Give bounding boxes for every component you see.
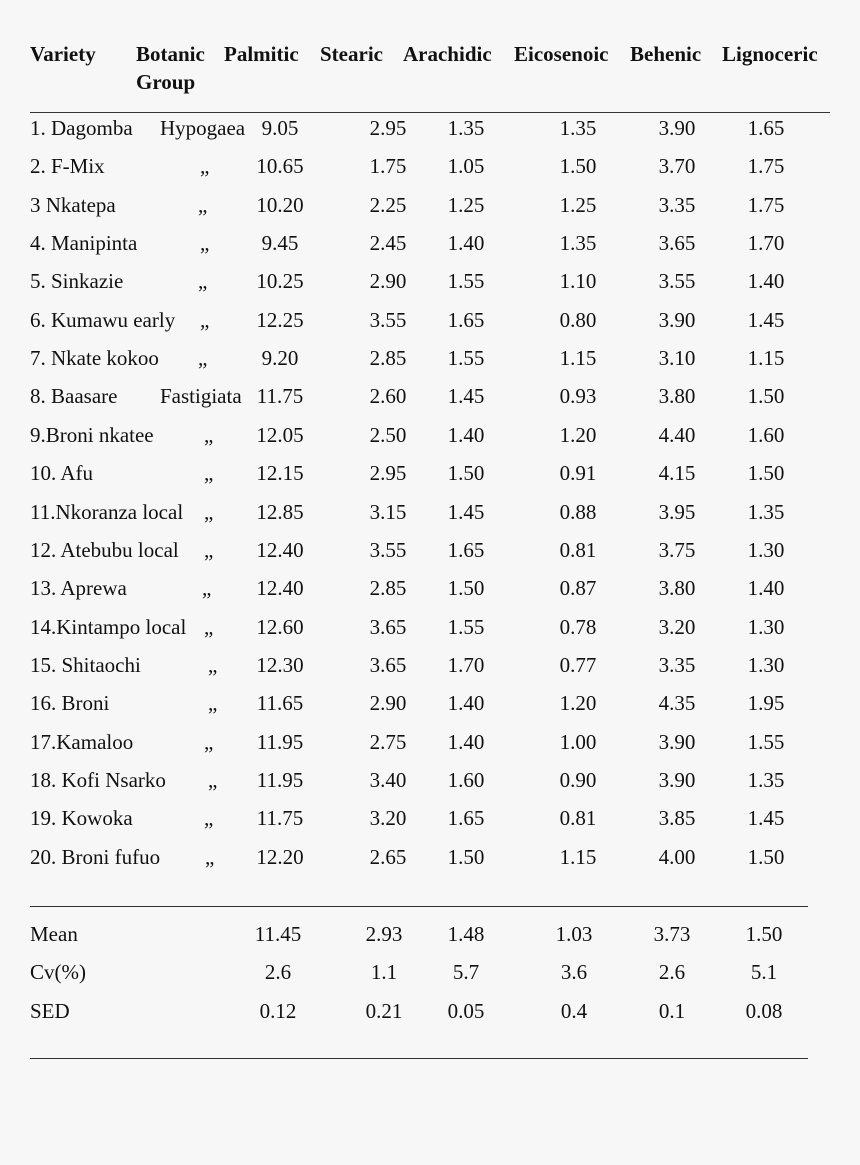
behenic-cell: 3.95 xyxy=(658,499,696,524)
eicosenoic-cell: 1.20 xyxy=(559,422,597,447)
arachidic-cell: 1.55 xyxy=(447,346,485,371)
stearic-cell: 2.85 xyxy=(369,576,407,601)
behenic-cell: 0.1 xyxy=(658,998,686,1023)
palmitic-cell: 2.6 xyxy=(264,960,292,985)
table-row xyxy=(0,458,860,488)
palmitic-cell: 11.45 xyxy=(254,922,302,946)
eicosenoic-cell: 0.81 xyxy=(559,537,597,562)
botanic-group-cell: „ xyxy=(204,806,214,831)
variety-cell: 17.Kamaloo xyxy=(30,729,134,754)
stearic-cell: 3.20 xyxy=(369,806,407,831)
arachidic-cell: 1.40 xyxy=(447,729,485,754)
variety-cell: 5. Sinkazie xyxy=(30,269,124,294)
botanic-group-cell: „ xyxy=(198,269,208,294)
eicosenoic-cell: 1.35 xyxy=(559,116,597,140)
stearic-cell: 1.75 xyxy=(369,154,407,179)
stearic-cell: 2.65 xyxy=(369,844,407,869)
behenic-cell: 3.65 xyxy=(658,231,696,256)
eicosenoic-cell: 0.87 xyxy=(559,576,597,601)
arachidic-cell: 1.55 xyxy=(447,614,485,639)
eicosenoic-cell: 1.20 xyxy=(559,691,597,716)
table-row xyxy=(0,381,860,411)
arachidic-cell: 1.65 xyxy=(447,307,485,332)
summary-label: Mean xyxy=(30,922,78,946)
stearic-cell: 2.75 xyxy=(369,729,407,754)
lignoceric-cell: 1.65 xyxy=(747,116,785,140)
lignoceric-cell: 1.45 xyxy=(747,806,785,831)
botanic-group-cell: „ xyxy=(198,192,208,217)
palmitic-cell: 9.05 xyxy=(261,116,299,140)
arachidic-cell: 1.05 xyxy=(447,154,485,179)
arachidic-cell: 1.40 xyxy=(447,422,485,447)
behenic-cell: 3.73 xyxy=(653,922,691,946)
behenic-cell: 3.85 xyxy=(658,806,696,831)
behenic-cell: 3.90 xyxy=(658,307,696,332)
stearic-cell: 3.15 xyxy=(369,499,407,524)
variety-cell: 16. Broni xyxy=(30,691,110,716)
variety-cell: 2. F-Mix xyxy=(30,154,105,179)
lignoceric-cell: 1.35 xyxy=(747,499,785,524)
arachidic-cell: 1.45 xyxy=(447,499,485,524)
botanic-group-cell: „ xyxy=(204,614,214,639)
arachidic-cell: 0.05 xyxy=(447,998,485,1023)
eicosenoic-cell: 0.77 xyxy=(559,652,597,677)
stearic-cell: 2.85 xyxy=(369,346,407,371)
stearic-cell: 3.65 xyxy=(369,652,407,677)
table-row xyxy=(0,688,860,718)
arachidic-cell: 1.35 xyxy=(447,116,485,140)
arachidic-cell: 1.40 xyxy=(447,691,485,716)
lignoceric-cell: 5.1 xyxy=(750,960,778,985)
botanic-group-cell: „ xyxy=(200,307,210,332)
botanic-group-cell: „ xyxy=(204,461,214,486)
stearic-cell: 2.25 xyxy=(369,192,407,217)
header-behenic: Behenic xyxy=(630,42,702,66)
eicosenoic-cell: 0.4 xyxy=(560,998,588,1023)
stearic-cell: 3.55 xyxy=(369,537,407,562)
variety-cell: 20. Broni fufuo xyxy=(30,844,161,869)
variety-cell: 18. Kofi Nsarko xyxy=(30,767,166,792)
table-row xyxy=(0,727,860,757)
palmitic-cell: 12.20 xyxy=(256,844,304,869)
table-row xyxy=(0,573,860,603)
botanic-group-cell: „ xyxy=(200,154,210,179)
stearic-cell: 2.95 xyxy=(369,116,407,140)
behenic-cell: 3.70 xyxy=(658,154,696,179)
palmitic-cell: 10.65 xyxy=(256,154,304,179)
lignoceric-cell: 1.75 xyxy=(747,192,785,217)
table-row xyxy=(0,765,860,795)
lignoceric-cell: 1.30 xyxy=(747,537,785,562)
stearic-cell: 1.1 xyxy=(370,960,398,985)
palmitic-cell: 12.40 xyxy=(256,576,304,601)
eicosenoic-cell: 1.35 xyxy=(559,231,597,256)
lignoceric-cell: 1.50 xyxy=(747,844,785,869)
palmitic-cell: 11.95 xyxy=(256,729,304,754)
eicosenoic-cell: 1.25 xyxy=(559,192,597,217)
lignoceric-cell: 1.60 xyxy=(747,422,785,447)
lignoceric-cell: 1.30 xyxy=(747,614,785,639)
table-row xyxy=(0,612,860,642)
header-palmitic: Palmitic xyxy=(224,42,299,66)
stearic-cell: 2.90 xyxy=(369,269,407,294)
palmitic-cell: 10.25 xyxy=(256,269,304,294)
lignoceric-cell: 1.70 xyxy=(747,231,785,256)
eicosenoic-cell: 3.6 xyxy=(560,960,588,985)
variety-cell: 9.Broni nkatee xyxy=(30,422,154,447)
variety-cell: 12. Atebubu local xyxy=(30,537,179,562)
variety-cell: 14.Kintampo local xyxy=(30,614,187,639)
arachidic-cell: 5.7 xyxy=(452,960,480,985)
lignoceric-cell: 1.45 xyxy=(747,307,785,332)
palmitic-cell: 11.95 xyxy=(256,767,304,792)
palmitic-cell: 11.75 xyxy=(256,806,304,831)
table-row xyxy=(0,650,860,680)
stearic-cell: 3.65 xyxy=(369,614,407,639)
stearic-cell: 3.55 xyxy=(369,307,407,332)
behenic-cell: 4.40 xyxy=(658,422,696,447)
summary-divider xyxy=(30,906,808,907)
variety-cell: 19. Kowoka xyxy=(30,806,133,831)
botanic-group-cell: „ xyxy=(208,767,218,792)
arachidic-cell: 1.50 xyxy=(447,844,485,869)
eicosenoic-cell: 0.81 xyxy=(559,806,597,831)
palmitic-cell: 12.60 xyxy=(256,614,304,639)
stearic-cell: 2.93 xyxy=(365,922,403,946)
eicosenoic-cell: 0.90 xyxy=(559,767,597,792)
arachidic-cell: 1.50 xyxy=(447,461,485,486)
botanic-group-cell: „ xyxy=(198,346,208,371)
botanic-group-cell: „ xyxy=(208,652,218,677)
botanic-group-cell: „ xyxy=(204,499,214,524)
variety-cell: 11.Nkoranza local xyxy=(30,499,184,524)
table-row xyxy=(0,151,860,181)
botanic-group-cell: „ xyxy=(204,537,214,562)
palmitic-cell: 0.12 xyxy=(259,998,297,1023)
header-variety: Variety xyxy=(30,42,96,66)
palmitic-cell: 12.30 xyxy=(256,652,304,677)
arachidic-cell: 1.25 xyxy=(447,192,485,217)
eicosenoic-cell: 1.00 xyxy=(559,729,597,754)
lignoceric-cell: 1.55 xyxy=(747,729,785,754)
palmitic-cell: 10.20 xyxy=(256,192,304,217)
arachidic-cell: 1.65 xyxy=(447,806,485,831)
palmitic-cell: 12.05 xyxy=(256,422,304,447)
header-botanic-group: Botanic Group xyxy=(136,42,205,94)
eicosenoic-cell: 0.80 xyxy=(559,307,597,332)
table-row xyxy=(0,266,860,296)
botanic-group-cell: „ xyxy=(208,691,218,716)
summary-row xyxy=(0,996,860,1026)
behenic-cell: 3.35 xyxy=(658,652,696,677)
variety-cell: 6. Kumawu early xyxy=(30,307,176,332)
summary-row xyxy=(0,919,860,949)
botanic-group-cell: Fastigiata xyxy=(160,384,242,409)
behenic-cell: 3.90 xyxy=(658,116,696,140)
table-row xyxy=(0,497,860,527)
variety-cell: 7. Nkate kokoo xyxy=(30,346,159,371)
arachidic-cell: 1.55 xyxy=(447,269,485,294)
eicosenoic-cell: 1.50 xyxy=(559,154,597,179)
variety-cell: 10. Afu xyxy=(30,461,93,486)
bottom-divider xyxy=(30,1058,808,1059)
table-row xyxy=(0,420,860,450)
lignoceric-cell: 1.50 xyxy=(745,922,783,946)
stearic-cell: 0.21 xyxy=(365,998,403,1023)
lignoceric-cell: 1.95 xyxy=(747,691,785,716)
table-row xyxy=(0,113,860,143)
behenic-cell: 2.6 xyxy=(658,960,686,985)
behenic-cell: 3.20 xyxy=(658,614,696,639)
table-row xyxy=(0,343,860,373)
lignoceric-cell: 1.50 xyxy=(747,461,785,486)
eicosenoic-cell: 1.15 xyxy=(559,844,597,869)
behenic-cell: 3.80 xyxy=(658,576,696,601)
header-stearic: Stearic xyxy=(320,42,383,66)
lignoceric-cell: 1.35 xyxy=(747,767,785,792)
header-lignoceric: Lignoceric xyxy=(722,42,818,66)
variety-cell: 13. Aprewa xyxy=(30,576,127,601)
lignoceric-cell: 1.75 xyxy=(747,154,785,179)
behenic-cell: 3.55 xyxy=(658,269,696,294)
table-row xyxy=(0,228,860,258)
arachidic-cell: 1.60 xyxy=(447,767,485,792)
palmitic-cell: 11.75 xyxy=(256,384,304,409)
arachidic-cell: 1.40 xyxy=(447,231,485,256)
variety-cell: 8. Baasare xyxy=(30,384,118,409)
botanic-group-cell: „ xyxy=(202,576,212,601)
palmitic-cell: 11.65 xyxy=(256,691,304,716)
table-row xyxy=(0,842,860,872)
behenic-cell: 4.35 xyxy=(658,691,696,716)
palmitic-cell: 9.45 xyxy=(261,231,299,256)
eicosenoic-cell: 0.91 xyxy=(559,461,597,486)
variety-cell: 1. Dagomba xyxy=(30,116,133,140)
behenic-cell: 3.80 xyxy=(658,384,696,409)
lignoceric-cell: 1.30 xyxy=(747,652,785,677)
botanic-group-cell: Hypogaea xyxy=(160,116,246,140)
table-row xyxy=(0,305,860,335)
palmitic-cell: 12.40 xyxy=(256,537,304,562)
variety-cell: 4. Manipinta xyxy=(30,231,138,256)
table-row xyxy=(0,190,860,220)
stearic-cell: 2.95 xyxy=(369,461,407,486)
behenic-cell: 3.10 xyxy=(658,346,696,371)
lignoceric-cell: 1.40 xyxy=(747,269,785,294)
eicosenoic-cell: 0.88 xyxy=(559,499,597,524)
arachidic-cell: 1.50 xyxy=(447,576,485,601)
lignoceric-cell: 1.50 xyxy=(747,384,785,409)
lignoceric-cell: 0.08 xyxy=(745,998,783,1023)
botanic-group-cell: „ xyxy=(204,422,214,447)
botanic-group-cell: „ xyxy=(204,729,214,754)
eicosenoic-cell: 0.78 xyxy=(559,614,597,639)
variety-cell: 15. Shitaochi xyxy=(30,652,141,677)
table-row xyxy=(0,535,860,565)
variety-cell: 3 Nkatepa xyxy=(30,192,116,217)
eicosenoic-cell: 1.15 xyxy=(559,346,597,371)
header-arachidic: Arachidic xyxy=(403,42,492,66)
palmitic-cell: 12.85 xyxy=(256,499,304,524)
behenic-cell: 3.75 xyxy=(658,537,696,562)
stearic-cell: 3.40 xyxy=(369,767,407,792)
palmitic-cell: 12.25 xyxy=(256,307,304,332)
lignoceric-cell: 1.15 xyxy=(747,346,785,371)
palmitic-cell: 12.15 xyxy=(256,461,304,486)
arachidic-cell: 1.48 xyxy=(447,922,485,946)
summary-label: SED xyxy=(30,998,70,1023)
header-eicosenoic: Eicosenoic xyxy=(514,42,609,66)
arachidic-cell: 1.45 xyxy=(447,384,485,409)
stearic-cell: 2.50 xyxy=(369,422,407,447)
eicosenoic-cell: 0.93 xyxy=(559,384,597,409)
behenic-cell: 4.00 xyxy=(658,844,696,869)
behenic-cell: 3.90 xyxy=(658,729,696,754)
summary-row xyxy=(0,957,860,987)
behenic-cell: 3.35 xyxy=(658,192,696,217)
botanic-group-cell: „ xyxy=(200,231,210,256)
palmitic-cell: 9.20 xyxy=(261,346,299,371)
summary-label: Cv(%) xyxy=(30,960,86,985)
stearic-cell: 2.60 xyxy=(369,384,407,409)
behenic-cell: 3.90 xyxy=(658,767,696,792)
stearic-cell: 2.45 xyxy=(369,231,407,256)
eicosenoic-cell: 1.10 xyxy=(559,269,597,294)
arachidic-cell: 1.65 xyxy=(447,537,485,562)
eicosenoic-cell: 1.03 xyxy=(555,922,593,946)
lignoceric-cell: 1.40 xyxy=(747,576,785,601)
behenic-cell: 4.15 xyxy=(658,461,696,486)
botanic-group-cell: „ xyxy=(205,844,215,869)
table-row xyxy=(0,803,860,833)
stearic-cell: 2.90 xyxy=(369,691,407,716)
arachidic-cell: 1.70 xyxy=(447,652,485,677)
